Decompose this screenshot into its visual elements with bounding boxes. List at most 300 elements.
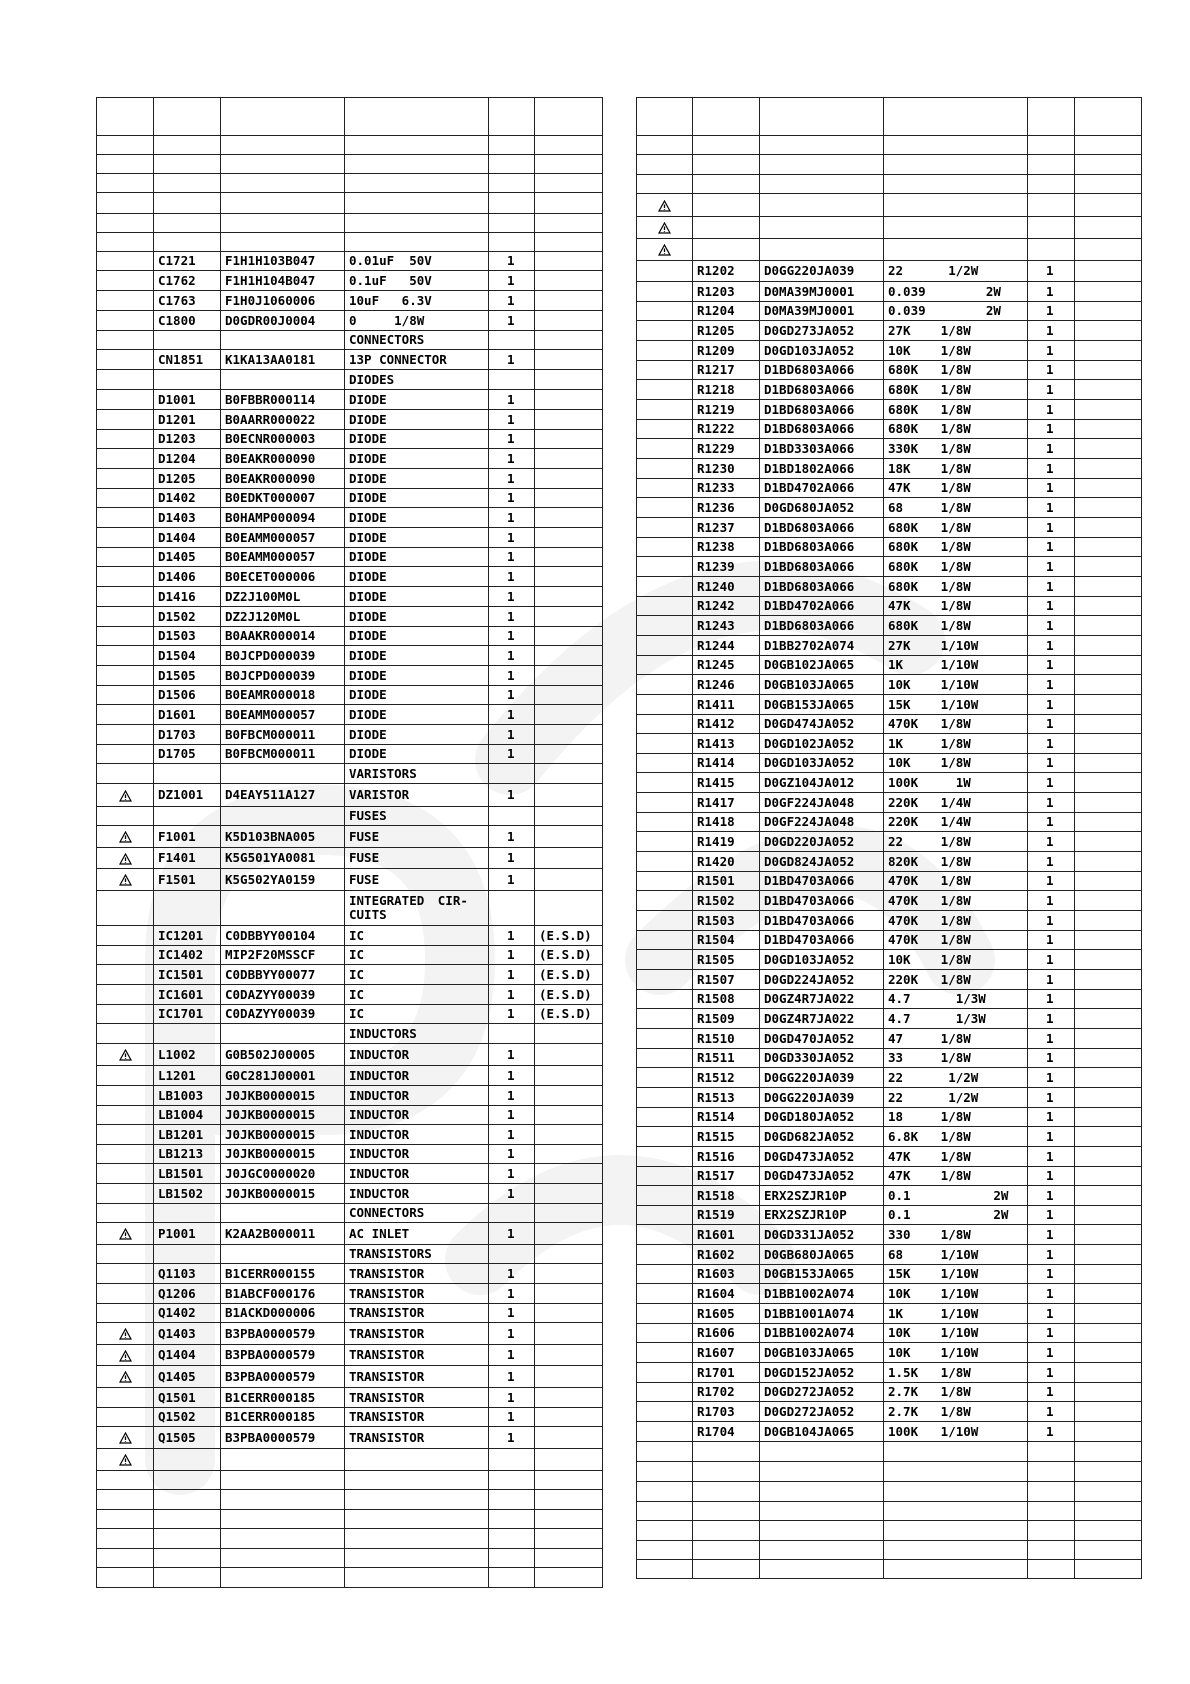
remarks-cell	[535, 1164, 603, 1184]
table-row	[637, 656, 1142, 675]
part-no-cell: D1BD6803A066	[760, 400, 884, 420]
quantity-cell: 1	[489, 686, 535, 705]
part-no-cell: D1BB1001A074	[760, 1304, 884, 1324]
description-cell: 18K 1/8W	[884, 459, 1028, 479]
safety-mark-cell	[97, 686, 154, 705]
table-row	[97, 214, 603, 233]
part-no-cell: D1BD4703A066	[760, 891, 884, 911]
table-row	[97, 233, 603, 252]
description-cell	[884, 1521, 1028, 1541]
quantity-cell	[489, 1549, 535, 1568]
description-cell: IC	[345, 926, 489, 946]
table-row	[637, 577, 1142, 597]
quantity-cell	[489, 1204, 535, 1223]
remarks-cell	[535, 331, 603, 350]
remarks-cell	[1075, 1343, 1142, 1363]
description-cell: 0 1/8W	[345, 311, 489, 331]
part-no-cell: B3PBA0000579	[221, 1366, 345, 1388]
table-row	[637, 734, 1142, 754]
table-row	[97, 587, 603, 607]
table-row	[97, 807, 603, 826]
quantity-cell: 1	[1028, 1245, 1075, 1265]
description-cell: DIODE	[345, 666, 489, 686]
description-cell: 10K 1/10W	[884, 1343, 1028, 1363]
remarks-cell	[1075, 136, 1142, 155]
safety-mark-cell	[97, 764, 154, 784]
part-no-cell: B0FBCM000011	[221, 725, 345, 745]
ref-no-cell: R1508	[693, 990, 760, 1009]
description-cell: 220K 1/4W	[884, 813, 1028, 832]
description-cell: 4.7 1/3W	[884, 1009, 1028, 1029]
quantity-cell: 1	[1028, 1383, 1075, 1402]
quantity-cell: 1	[1028, 931, 1075, 950]
remarks-cell	[1075, 872, 1142, 891]
description-cell: 10uF 6.3V	[345, 291, 489, 311]
ref-no-cell: R1604	[693, 1284, 760, 1304]
quantity-cell: 1	[1028, 970, 1075, 990]
remarks-cell	[1075, 557, 1142, 577]
part-no-cell: D0GD474JA052	[760, 715, 884, 734]
table-row	[97, 528, 603, 548]
remarks-cell	[535, 869, 603, 891]
description-cell: 0.039 2W	[884, 302, 1028, 321]
part-no-cell	[760, 175, 884, 194]
part-no-cell: K5G501YA0081	[221, 848, 345, 869]
safety-mark-cell	[97, 311, 154, 331]
ref-no-cell: IC1601	[154, 985, 221, 1005]
part-no-cell: B0EAMM000057	[221, 705, 345, 725]
safety-mark-cell	[637, 911, 693, 931]
quantity-cell	[489, 1510, 535, 1529]
description-cell: 47K 1/8W	[884, 479, 1028, 498]
ref-no-cell	[693, 175, 760, 194]
ref-no-cell: R1418	[693, 813, 760, 832]
safety-mark-cell	[637, 675, 693, 695]
ref-no-cell	[154, 174, 221, 193]
description-cell: 680K 1/8W	[884, 616, 1028, 636]
description-cell: 470K 1/8W	[884, 715, 1028, 734]
ref-no-cell: LB1213	[154, 1145, 221, 1164]
ref-no-cell: F1001	[154, 826, 221, 848]
table-row	[97, 1223, 603, 1245]
table-row	[637, 616, 1142, 636]
quantity-cell	[489, 174, 535, 193]
quantity-cell	[489, 136, 535, 155]
remarks-cell	[1075, 1442, 1142, 1462]
table-row	[97, 350, 603, 370]
remarks-cell	[1075, 813, 1142, 832]
safety-mark-cell	[637, 361, 693, 380]
safety-mark-cell	[637, 155, 693, 175]
description-cell	[884, 175, 1028, 194]
ref-no-cell: D1204	[154, 449, 221, 469]
safety-mark-cell	[637, 990, 693, 1009]
table-row	[637, 813, 1142, 832]
table-row	[637, 341, 1142, 361]
remarks-cell	[1075, 538, 1142, 557]
remarks-cell	[535, 1510, 603, 1529]
part-no-cell	[760, 155, 884, 175]
safety-mark-cell	[637, 1206, 693, 1225]
part-no-cell: D1BD4703A066	[760, 931, 884, 950]
safety-mark-cell	[637, 734, 693, 754]
safety-mark-cell	[97, 193, 154, 214]
remarks-cell	[1075, 282, 1142, 302]
part-no-cell	[221, 891, 345, 926]
table-row	[637, 194, 1142, 217]
description-cell: 10K 1/8W	[884, 341, 1028, 361]
remarks-cell	[1075, 1422, 1142, 1442]
table-row	[97, 291, 603, 311]
remarks-cell	[535, 469, 603, 489]
description-cell: 33 1/8W	[884, 1049, 1028, 1068]
safety-mark-cell	[97, 271, 154, 291]
part-no-cell: D0GB104JA065	[760, 1422, 884, 1442]
quantity-cell: 1	[489, 1304, 535, 1323]
safety-mark-cell	[97, 430, 154, 449]
quantity-cell: 1	[489, 1388, 535, 1408]
table-row	[637, 155, 1142, 175]
ref-no-cell: Q1103	[154, 1264, 221, 1284]
ref-no-cell	[154, 214, 221, 233]
part-no-cell: B3PBA0000579	[221, 1323, 345, 1345]
part-no-cell: D0GG220JA039	[760, 1088, 884, 1108]
safety-mark-cell	[97, 98, 154, 136]
ref-no-cell: R1236	[693, 498, 760, 518]
quantity-cell: 1	[1028, 1108, 1075, 1127]
quantity-cell: 1	[489, 528, 535, 548]
safety-mark-cell	[97, 390, 154, 410]
table-row	[97, 1510, 603, 1529]
table-row	[97, 136, 603, 155]
part-no-cell: K2AA2B000011	[221, 1223, 345, 1245]
ref-no-cell: C1762	[154, 271, 221, 291]
quantity-cell: 1	[1028, 400, 1075, 420]
quantity-cell: 1	[489, 430, 535, 449]
remarks-cell	[535, 745, 603, 764]
remarks-cell	[535, 233, 603, 252]
remarks-cell	[1075, 1088, 1142, 1108]
description-cell: FUSE	[345, 869, 489, 891]
safety-mark-cell	[637, 813, 693, 832]
safety-warning-icon	[658, 200, 671, 212]
remarks-cell	[535, 252, 603, 271]
description-cell: DIODE	[345, 646, 489, 666]
ref-no-cell: D1001	[154, 390, 221, 410]
table-row	[637, 1245, 1142, 1265]
part-no-cell: DZ2J120M0L	[221, 607, 345, 627]
quantity-cell: 1	[489, 489, 535, 508]
safety-mark-cell	[97, 528, 154, 548]
part-no-cell: D0GD331JA052	[760, 1225, 884, 1245]
safety-mark-cell	[97, 705, 154, 725]
part-no-cell: B1CERR000185	[221, 1408, 345, 1427]
safety-mark-cell	[97, 548, 154, 567]
table-row	[97, 764, 603, 784]
table-row	[637, 1147, 1142, 1167]
remarks-cell	[1075, 1029, 1142, 1049]
remarks-cell	[535, 1471, 603, 1490]
table-row	[637, 1502, 1142, 1521]
remarks-cell	[535, 136, 603, 155]
part-no-cell	[760, 1442, 884, 1462]
remarks-cell	[1075, 1108, 1142, 1127]
table-row	[97, 1323, 603, 1345]
description-cell: INDUCTORS	[345, 1024, 489, 1044]
quantity-cell: 1	[489, 1264, 535, 1284]
description-cell: 680K 1/8W	[884, 361, 1028, 380]
ref-no-cell: R1419	[693, 832, 760, 852]
description-cell: 10K 1/10W	[884, 675, 1028, 695]
quantity-cell: 1	[489, 1427, 535, 1449]
quantity-cell	[489, 98, 535, 136]
quantity-cell: 1	[1028, 734, 1075, 754]
quantity-cell	[1028, 155, 1075, 175]
safety-mark-cell	[97, 1005, 154, 1024]
part-no-cell: D0GD152JA052	[760, 1363, 884, 1383]
safety-mark-cell	[637, 1009, 693, 1029]
remarks-cell	[1075, 439, 1142, 459]
description-cell	[345, 233, 489, 252]
part-no-cell: D0GG220JA039	[760, 1068, 884, 1088]
ref-no-cell: F1401	[154, 848, 221, 869]
remarks-cell	[535, 1449, 603, 1471]
description-cell	[345, 193, 489, 214]
table-row	[97, 311, 603, 331]
remarks-cell	[535, 1223, 603, 1245]
remarks-cell	[1075, 911, 1142, 931]
part-no-cell: C0DAZYY00039	[221, 985, 345, 1005]
quantity-cell: 1	[1028, 1088, 1075, 1108]
part-no-cell	[221, 233, 345, 252]
table-row	[97, 784, 603, 807]
part-no-cell: D0GD473JA052	[760, 1167, 884, 1186]
table-row	[97, 1427, 603, 1449]
remarks-cell	[1075, 420, 1142, 439]
description-cell: 2.7K 1/8W	[884, 1383, 1028, 1402]
description-cell	[884, 1541, 1028, 1560]
quantity-cell	[489, 370, 535, 390]
description-cell: TRANSISTOR	[345, 1427, 489, 1449]
safety-mark-cell	[637, 1363, 693, 1383]
description-cell: 22 1/2W	[884, 1088, 1028, 1108]
description-cell: 47K 1/8W	[884, 1147, 1028, 1167]
part-no-cell	[760, 1482, 884, 1502]
part-no-cell: D0GD180JA052	[760, 1108, 884, 1127]
quantity-cell: 1	[1028, 1068, 1075, 1088]
part-no-cell	[221, 1204, 345, 1223]
description-cell	[884, 1442, 1028, 1462]
remarks-cell	[535, 311, 603, 331]
quantity-cell: 1	[1028, 656, 1075, 675]
part-no-cell	[760, 136, 884, 155]
table-row	[637, 911, 1142, 931]
part-no-cell: F1H0J1060006	[221, 291, 345, 311]
ref-no-cell: R1701	[693, 1363, 760, 1383]
table-row	[637, 1363, 1142, 1383]
description-cell: DIODE	[345, 686, 489, 705]
table-row	[637, 1206, 1142, 1225]
part-no-cell: D0MA39MJ0001	[760, 282, 884, 302]
quantity-cell: 1	[1028, 616, 1075, 636]
safety-mark-cell	[637, 538, 693, 557]
part-no-cell: D1BB2702A074	[760, 636, 884, 656]
remarks-cell	[1075, 361, 1142, 380]
quantity-cell: 1	[1028, 1167, 1075, 1186]
quantity-cell	[489, 764, 535, 784]
quantity-cell: 1	[1028, 773, 1075, 793]
part-no-cell	[221, 1471, 345, 1490]
table-row	[637, 773, 1142, 793]
ref-no-cell: Q1502	[154, 1408, 221, 1427]
safety-mark-cell	[637, 302, 693, 321]
ref-no-cell: LB1201	[154, 1125, 221, 1145]
table-row	[97, 449, 603, 469]
description-cell	[345, 136, 489, 155]
remarks-cell	[535, 390, 603, 410]
quantity-cell: 1	[489, 311, 535, 331]
part-no-cell: D1BD6803A066	[760, 420, 884, 439]
description-cell	[345, 174, 489, 193]
part-no-cell	[760, 1521, 884, 1541]
table-row	[637, 459, 1142, 479]
part-no-cell: D1BB1002A074	[760, 1284, 884, 1304]
table-row	[637, 302, 1142, 321]
safety-mark-cell	[97, 869, 154, 891]
description-cell	[345, 1490, 489, 1510]
description-cell: 15K 1/10W	[884, 1265, 1028, 1284]
safety-warning-icon	[658, 222, 671, 234]
description-cell	[884, 239, 1028, 261]
part-no-cell: ERX2SZJR10P	[760, 1206, 884, 1225]
part-no-cell: D1BD6803A066	[760, 538, 884, 557]
safety-mark-cell	[637, 1462, 693, 1482]
remarks-cell	[535, 271, 603, 291]
quantity-cell: 1	[1028, 911, 1075, 931]
table-row	[637, 754, 1142, 773]
table-row	[97, 98, 603, 136]
safety-mark-cell	[637, 754, 693, 773]
safety-mark-cell	[97, 174, 154, 193]
safety-mark-cell	[637, 1482, 693, 1502]
ref-no-cell: Q1501	[154, 1388, 221, 1408]
ref-no-cell	[154, 1490, 221, 1510]
ref-no-cell: R1218	[693, 380, 760, 400]
remarks-cell	[535, 1568, 603, 1588]
safety-mark-cell	[637, 459, 693, 479]
remarks-cell	[535, 725, 603, 745]
ref-no-cell: R1502	[693, 891, 760, 911]
table-row	[637, 1009, 1142, 1029]
ref-no-cell	[693, 1482, 760, 1502]
description-cell: INDUCTOR	[345, 1184, 489, 1204]
table-row	[97, 1345, 603, 1366]
part-no-cell: D0GB102JA065	[760, 656, 884, 675]
table-row	[97, 370, 603, 390]
remarks-cell	[535, 214, 603, 233]
safety-mark-cell	[97, 370, 154, 390]
description-cell: 220K 1/4W	[884, 793, 1028, 813]
ref-no-cell	[154, 1568, 221, 1588]
part-no-cell: DZ2J100M0L	[221, 587, 345, 607]
quantity-cell: 1	[1028, 675, 1075, 695]
table-row	[97, 1024, 603, 1044]
description-cell: TRANSISTOR	[345, 1264, 489, 1284]
safety-mark-cell	[97, 926, 154, 946]
ref-no-cell: R1516	[693, 1147, 760, 1167]
part-no-cell: D1BD4703A066	[760, 872, 884, 891]
remarks-cell	[535, 627, 603, 646]
safety-mark-cell	[97, 1125, 154, 1145]
description-cell: INDUCTOR	[345, 1086, 489, 1106]
remarks-cell: (E.S.D)	[535, 926, 603, 946]
ref-no-cell: L1002	[154, 1044, 221, 1066]
description-cell: 680K 1/8W	[884, 538, 1028, 557]
safety-mark-cell	[97, 489, 154, 508]
safety-mark-cell	[637, 1402, 693, 1422]
table-row	[637, 1422, 1142, 1442]
safety-mark-cell	[97, 136, 154, 155]
description-cell: DIODE	[345, 627, 489, 646]
part-no-cell: J0JKB0000015	[221, 1106, 345, 1125]
table-row	[637, 1265, 1142, 1284]
part-no-cell	[221, 174, 345, 193]
description-cell: 47 1/8W	[884, 1029, 1028, 1049]
ref-no-cell: R1204	[693, 302, 760, 321]
quantity-cell: 1	[1028, 1049, 1075, 1068]
remarks-cell	[535, 1304, 603, 1323]
description-cell: 680K 1/8W	[884, 400, 1028, 420]
part-no-cell	[221, 136, 345, 155]
quantity-cell	[1028, 194, 1075, 217]
remarks-cell	[1075, 1049, 1142, 1068]
table-row	[97, 1005, 603, 1024]
remarks-cell	[1075, 1245, 1142, 1265]
description-cell: 47K 1/8W	[884, 597, 1028, 616]
table-row	[97, 508, 603, 528]
part-no-cell	[760, 1462, 884, 1482]
ref-no-cell: R1244	[693, 636, 760, 656]
table-row	[637, 931, 1142, 950]
ref-no-cell: Q1505	[154, 1427, 221, 1449]
remarks-cell	[535, 807, 603, 826]
table-row	[637, 282, 1142, 302]
quantity-cell: 1	[489, 985, 535, 1005]
ref-no-cell	[154, 155, 221, 174]
part-no-cell: J0JGC0000020	[221, 1164, 345, 1184]
safety-mark-cell	[97, 449, 154, 469]
quantity-cell: 1	[1028, 695, 1075, 715]
remarks-cell	[535, 1323, 603, 1345]
safety-mark-cell	[637, 1383, 693, 1402]
safety-mark-cell	[637, 1029, 693, 1049]
part-no-cell: K5D103BNA005	[221, 826, 345, 848]
ref-no-cell: R1512	[693, 1068, 760, 1088]
safety-mark-cell	[97, 1245, 154, 1264]
quantity-cell: 1	[489, 587, 535, 607]
safety-mark-cell	[97, 155, 154, 174]
remarks-cell	[535, 1066, 603, 1086]
table-row	[637, 498, 1142, 518]
safety-mark-cell	[637, 1068, 693, 1088]
ref-no-cell: R1519	[693, 1206, 760, 1225]
ref-no-cell: R1517	[693, 1167, 760, 1186]
quantity-cell	[489, 1245, 535, 1264]
ref-no-cell: D1402	[154, 489, 221, 508]
description-cell: 4.7 1/3W	[884, 990, 1028, 1009]
remarks-cell	[535, 784, 603, 807]
table-row	[97, 1366, 603, 1388]
